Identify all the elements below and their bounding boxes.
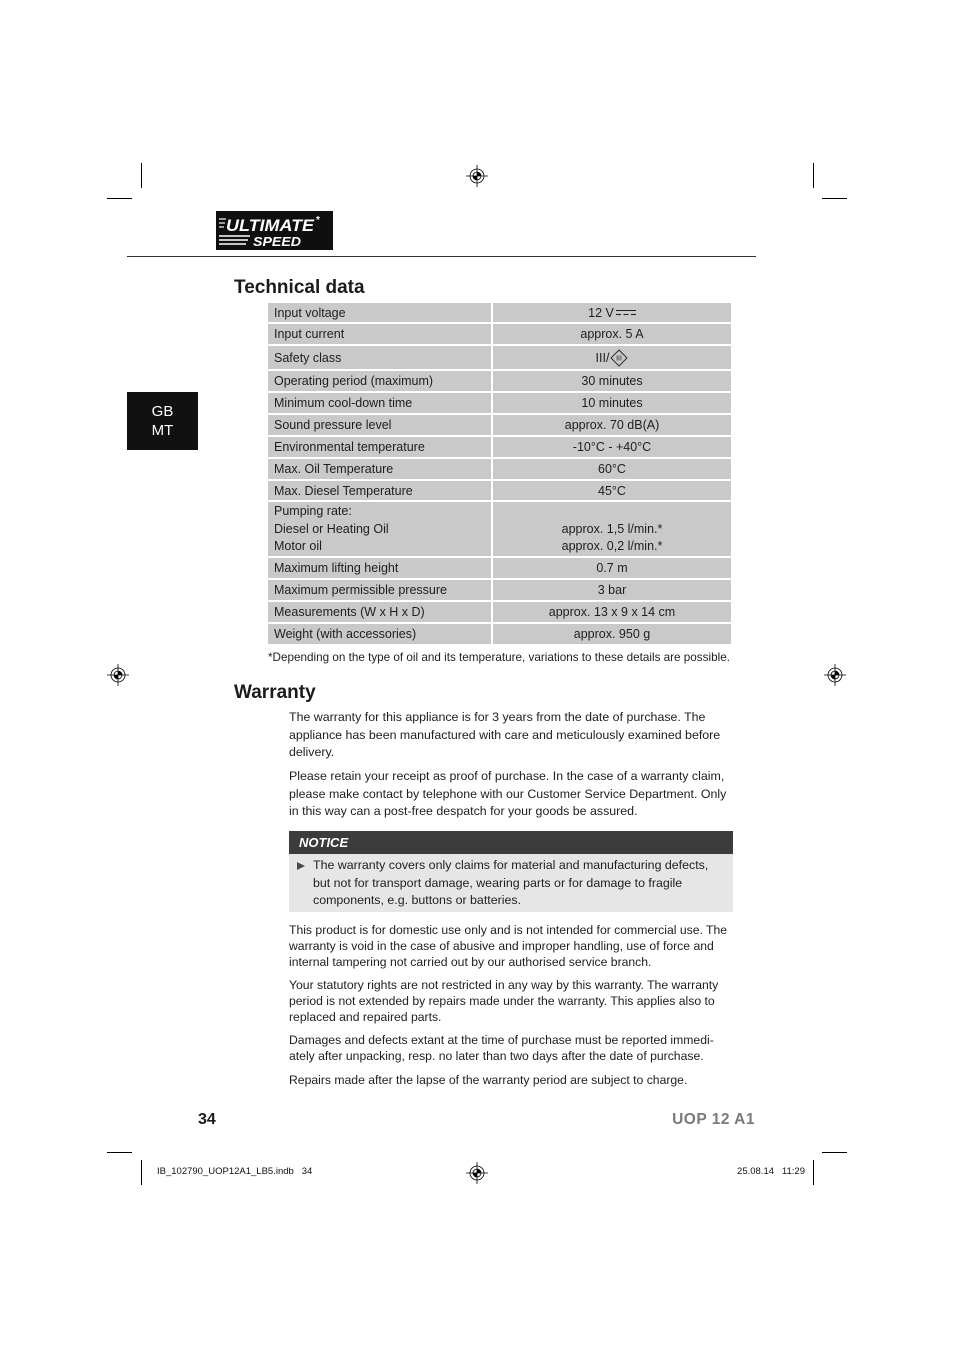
table-row	[268, 393, 731, 413]
spec-label: Maximum permissible pressure	[268, 580, 491, 600]
notice-body	[289, 854, 733, 912]
header-rule	[127, 256, 756, 257]
spec-value: approx. 70 dB(A)	[493, 415, 731, 435]
page-number: 34	[198, 1111, 216, 1128]
notice-line: The warranty covers only claims for material and manufacturing defects,	[313, 858, 709, 872]
spec-value: approx. 5 A	[493, 324, 731, 344]
paragraph-line: Repairs made after the lapse of the warranty period are subject to charge.	[289, 1073, 688, 1087]
paragraph-line: Please retain your receipt as proof of purchase. In the case of a warranty claim,	[289, 769, 725, 783]
spec-value: -10°C - +40°C	[493, 437, 731, 457]
spec-label: Operating period (maximum)	[268, 371, 491, 391]
paragraph-line: please make contact by telephone with our Customer Service Department. Only	[289, 786, 727, 801]
paragraph-line: Your statutory rights are not restricted in any way by this warranty. The warranty	[289, 978, 719, 992]
notice-text	[313, 857, 708, 910]
logo-mark: *	[316, 215, 320, 226]
crop-mark-top-right-vertical	[813, 163, 814, 188]
spec-label: Environmental temperature	[268, 437, 491, 457]
spec-value	[493, 502, 731, 556]
brand-logo	[216, 211, 333, 250]
table-row	[268, 481, 731, 500]
spec-value	[493, 346, 731, 369]
table-footnote: *Depending on the type of oil and its temperature, variations to these details are possible.	[268, 651, 730, 664]
table-row	[268, 437, 731, 457]
spec-label: Max. Diesel Temperature	[268, 481, 491, 500]
table-row-pumping-rate	[268, 502, 731, 556]
paragraph-line: ately after unpacking, resp. no later than two days after the date of purchase.	[289, 1049, 704, 1063]
logo-text-ultimate: ULTIMATE	[226, 216, 315, 235]
protection-class-symbol-text: III	[616, 355, 623, 362]
table-row	[268, 371, 731, 391]
spec-value: 3 bar	[493, 580, 731, 600]
warranty-paragraph	[289, 922, 727, 970]
paragraph-line: internal tampering not carried out by our authorised service branch.	[289, 955, 652, 969]
triangle-right-icon	[297, 862, 305, 870]
crop-mark-top-right-horizontal	[822, 198, 847, 199]
crop-mark-bottom-right-horizontal	[822, 1152, 847, 1153]
spec-label-heading: Pumping rate:	[274, 504, 352, 518]
spec-value-text: III/	[595, 350, 610, 365]
registration-mark-icon	[107, 664, 129, 686]
spec-sub-label: Diesel or Heating Oil	[274, 521, 389, 536]
table-row	[268, 602, 731, 622]
crop-mark-top-left-vertical	[141, 163, 142, 188]
spec-label: Minimum cool-down time	[268, 393, 491, 413]
spec-sub-value: approx. 1,5 l/min.*	[561, 521, 663, 536]
paragraph-line: replaced and repaired parts.	[289, 1010, 442, 1024]
spec-label: Sound pressure level	[268, 415, 491, 435]
notice-line: but not for transport damage, wearing parts or for damage to fragile	[313, 875, 683, 890]
warranty-heading: Warranty	[234, 682, 316, 703]
technical-data-heading: Technical data	[234, 277, 365, 298]
paragraph-line: delivery.	[289, 745, 335, 759]
warranty-paragraph	[289, 1072, 687, 1088]
notice-line: components, e.g. buttons or batteries.	[313, 893, 522, 907]
paragraph-line: warranty is void in the case of abusive and improper handling, use of force and	[289, 939, 714, 953]
warranty-paragraph	[289, 977, 718, 1025]
protection-class-iii-icon	[610, 349, 628, 367]
paragraph-line: in this way can a post-free despatch for your goods be assured.	[289, 804, 638, 818]
logo-text-speed: SPEED	[253, 234, 302, 249]
notice-title: NOTICE	[289, 831, 733, 854]
spec-value	[493, 303, 731, 322]
crop-mark-bottom-right-vertical	[813, 1160, 814, 1185]
registration-mark-icon	[466, 165, 488, 187]
spec-label	[268, 502, 491, 556]
table-row	[268, 558, 731, 578]
language-tab	[127, 392, 198, 450]
paragraph-line: This product is for domestic use only and is not intended for commercial use. The	[289, 923, 728, 937]
table-row	[268, 415, 731, 435]
print-slug-file: IB_102790_UOP12A1_LB5.indb 34	[157, 1166, 313, 1177]
registration-mark-icon	[466, 1162, 488, 1184]
spec-value: approx. 13 x 9 x 14 cm	[493, 602, 731, 622]
spec-value-text: 12 V	[588, 305, 614, 320]
spec-value: 45°C	[493, 481, 731, 500]
spec-label: Maximum lifting height	[268, 558, 491, 578]
table-row	[268, 303, 731, 322]
crop-mark-bottom-left-horizontal	[107, 1152, 132, 1153]
technical-data-table	[268, 303, 731, 644]
print-slug-datetime: 25.08.14 11:29	[737, 1166, 805, 1177]
model-number: UOP 12 A1	[672, 1111, 755, 1128]
spec-value: 10 minutes	[493, 393, 731, 413]
spec-value: approx. 950 g	[493, 624, 731, 644]
crop-mark-top-left-horizontal	[107, 198, 132, 199]
dc-current-icon	[616, 309, 636, 317]
table-row	[268, 324, 731, 344]
spec-value: 0.7 m	[493, 558, 731, 578]
paragraph-line: period is not extended by repairs made under the warranty. This applies also to	[289, 994, 715, 1008]
spec-label: Measurements (W x H x D)	[268, 602, 491, 622]
spec-label: Safety class	[268, 346, 491, 369]
language-code-gb: GB	[151, 403, 174, 420]
crop-mark-bottom-left-vertical	[141, 1160, 142, 1185]
spec-sub-label: Motor oil	[274, 539, 322, 553]
table-row	[268, 624, 731, 644]
table-row	[268, 346, 731, 369]
warranty-paragraph	[289, 1032, 714, 1064]
paragraph-line: Damages and defects extant at the time of purchase must be reported immedi-	[289, 1033, 714, 1047]
spec-value: 60°C	[493, 459, 731, 479]
notice-box	[289, 831, 733, 912]
registration-mark-icon	[824, 664, 846, 686]
spec-sub-value: approx. 0,2 l/min.*	[561, 539, 663, 553]
table-row	[268, 459, 731, 479]
paragraph-line: The warranty for this appliance is for 3 years from the date of purchase. The	[289, 710, 706, 724]
spec-label: Input voltage	[268, 303, 491, 322]
language-code-mt: MT	[151, 422, 174, 439]
table-row	[268, 580, 731, 600]
spec-label: Max. Oil Temperature	[268, 459, 491, 479]
paragraph-line: appliance has been manufactured with care and meticulously examined before	[289, 727, 721, 742]
spec-label: Input current	[268, 324, 491, 344]
spec-label: Weight (with accessories)	[268, 624, 491, 644]
warranty-paragraph	[289, 709, 720, 762]
spec-value: 30 minutes	[493, 371, 731, 391]
warranty-paragraph	[289, 768, 726, 821]
